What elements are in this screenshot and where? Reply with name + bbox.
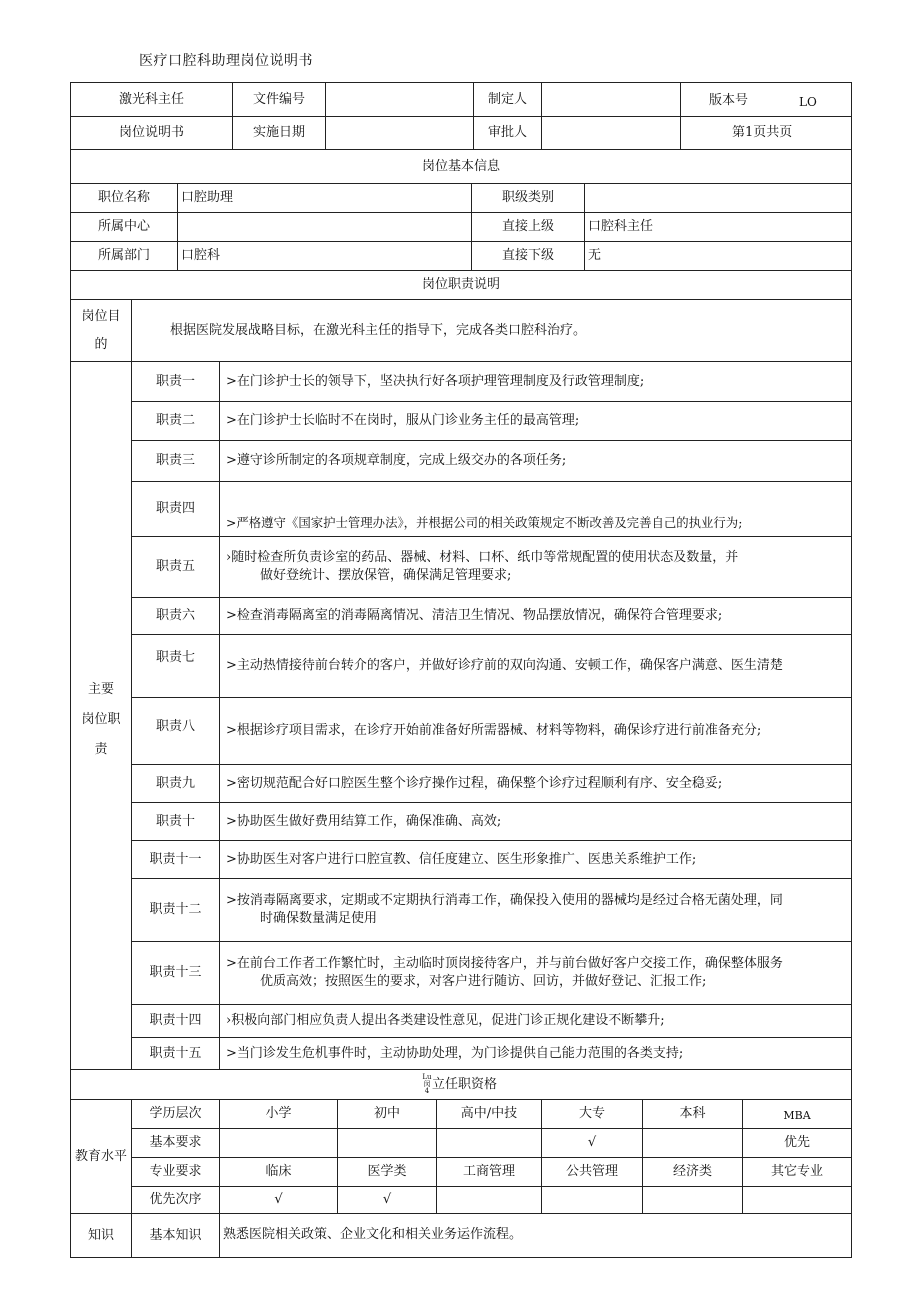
superior-label: 直接上级 (472, 213, 585, 242)
author-label: 制定人 (474, 83, 542, 117)
duty-text: >检查消毒隔离室的消毒隔离情况、清洁卫生情况、物品摆放情况，确保符合管理要求; (220, 598, 852, 635)
duty-label: 职责三 (132, 441, 220, 482)
knowledge-label: 知识 (71, 1214, 132, 1258)
basic-req-cell: 优先 (743, 1129, 852, 1158)
subordinate-value: 无 (585, 242, 852, 271)
approver-label: 审批人 (474, 117, 542, 150)
approver-value (542, 117, 681, 150)
basic-req-cell (338, 1129, 437, 1158)
edu-level: 小学 (220, 1100, 338, 1129)
education-label: 教育水平 (71, 1100, 132, 1214)
version-cell (681, 83, 852, 117)
job-description-sheet (70, 82, 851, 1258)
duty-text: >协助医生对客户进行口腔宣教、信任度建立、医生形象推广、医患关系维护工作; (220, 841, 852, 879)
purpose-label-b: 的 (94, 336, 108, 352)
duty-text: >协助医生做好费用结算工作，确保准确、高效; (220, 803, 852, 841)
duty-label: 职责五 (132, 537, 220, 598)
edu-level: 本科 (643, 1100, 743, 1129)
job-title-line2: 岗位说明书 (71, 117, 233, 150)
document-title: 医疗口腔科助理岗位说明书 (139, 53, 313, 69)
superior-value: 口腔科主任 (585, 213, 852, 242)
basic-req-cell (437, 1129, 542, 1158)
priority-cell (643, 1187, 743, 1214)
basic-knowledge-label: 基本知识 (132, 1214, 220, 1258)
priority-cell (542, 1187, 643, 1214)
duty-text: >在门诊护士长的领导下，坚决执行好各项护理管理制度及行政管理制度; (220, 362, 852, 402)
main-label-b: 岗位职 (81, 711, 121, 727)
duty-label: 职责六 (132, 598, 220, 635)
major-cell: 其它专业 (743, 1158, 852, 1187)
edu-level: MBA (743, 1100, 852, 1129)
page-info: 第1页共页 (681, 117, 852, 150)
qualifications-table (70, 1069, 852, 1258)
basic-req-cell: √ (542, 1129, 643, 1158)
major-cell: 公共管理 (542, 1158, 643, 1187)
subordinate-label: 直接下级 (472, 242, 585, 271)
major-cell: 临床 (220, 1158, 338, 1187)
duty-label: 职责十五 (132, 1038, 220, 1070)
duty-text: >根据诊疗项目需求，在诊疗开始前准备好所需器械、材料等物料，确保诊疗进行前准备充分; (220, 698, 852, 765)
edu-level: 初中 (338, 1100, 437, 1129)
edu-level: 高中/中技 (437, 1100, 542, 1129)
center-value (178, 213, 472, 242)
duty-text-multiline (220, 879, 852, 942)
duty-text-line2: 时确保数量满足使用 (260, 911, 378, 926)
edu-level-label: 学历层次 (132, 1100, 220, 1129)
purpose-label (71, 300, 132, 362)
priority-cell: √ (338, 1187, 437, 1214)
priority-cell (437, 1187, 542, 1214)
major-cell: 医学类 (338, 1158, 437, 1187)
department-label: 所属部门 (71, 242, 178, 271)
grade-value (585, 184, 852, 213)
major-cell: 经济类 (643, 1158, 743, 1187)
effective-date-value (326, 117, 474, 150)
duty-text-multiline (220, 942, 852, 1005)
duty-label: 职责一 (132, 362, 220, 402)
duty-text: >严格遵守《国家护士管理办法》，并根据公司的相关政策规定不断改善及完善自己的执业行为; (220, 482, 852, 537)
basic-req-cell (643, 1129, 743, 1158)
position-name-label: 职位名称 (71, 184, 178, 213)
duty-label: 职责十 (132, 803, 220, 841)
qualifications-title-cell (71, 1070, 852, 1100)
grade-label: 职级类别 (472, 184, 585, 213)
main-label-a: 主要 (87, 681, 114, 697)
qualifications-title: 立任职资格 (432, 1077, 498, 1092)
duty-text: >当门诊发生危机事件时，主动协助处理，为门诊提供自己能力范围的各类支持; (220, 1038, 852, 1070)
position-name-value: 口腔助理 (178, 184, 472, 213)
basic-knowledge-text: 熟悉医院相关政策、企业文化和相关业务运作流程。 (220, 1214, 852, 1258)
center-label: 所属中心 (71, 213, 178, 242)
version-label: 版本号 (709, 93, 749, 108)
duty-label: 职责十三 (132, 942, 220, 1005)
main-label-c: 责 (94, 741, 108, 757)
main-duties-label (71, 362, 132, 1070)
basic-info-table (70, 149, 852, 271)
purpose-label-a: 岗位目 (81, 308, 121, 324)
doc-no-label: 文件编号 (233, 83, 326, 117)
effective-date-label: 实施日期 (233, 117, 326, 150)
priority-label: 优先次序 (132, 1187, 220, 1214)
department-value: 口腔科 (178, 242, 472, 271)
basic-req-label: 基本要求 (132, 1129, 220, 1158)
job-title-line1: 激光科主任 (71, 83, 233, 117)
duty-label: 职责十四 (132, 1005, 220, 1038)
edu-level: 大专 (542, 1100, 643, 1129)
duty-label: 职责十二 (132, 879, 220, 942)
major-cell: 工商管理 (437, 1158, 542, 1187)
duty-text: >在门诊护士长临时不在岗时，服从门诊业务主任的最高管理; (220, 402, 852, 441)
duty-text-multiline (220, 537, 852, 598)
doc-no-value (326, 83, 474, 117)
duty-text: ›积极向部门相应负责人提出各类建设性意见，促进门诊正规化建设不断攀升; (220, 1005, 852, 1038)
qualifications-title-prefix (422, 1074, 432, 1095)
duty-label: 职责二 (132, 402, 220, 441)
duty-text-line1: >在前台工作者工作繁忙时，主动临时顶岗接待客户，并与前台做好客户交接工作，确保整体服务 (226, 956, 783, 972)
qualifications-prefix-top: Lu (422, 1073, 432, 1081)
duty-text: >遵守诊所制定的各项规章制度，完成上级交办的各项任务; (220, 441, 852, 482)
duty-text: >密切规范配合好口腔医生整个诊疗操作过程，确保整个诊疗过程顺利有序、安全稳妥; (220, 765, 852, 803)
header-table (70, 82, 852, 150)
priority-cell: √ (220, 1187, 338, 1214)
duty-text-line1: ›随时检查所负责诊室的药品、器械、材料、口杯、纸巾等常规配置的使用状态及数量，并 (226, 550, 739, 566)
duty-label: 职责四 (132, 482, 220, 537)
duty-label: 职责十一 (132, 841, 220, 879)
duty-text-line2: 做好登统计、摆放保管，确保满足管理要求; (260, 568, 512, 583)
qualifications-prefix-bottom: 闵4 (423, 1080, 431, 1095)
major-label: 专业要求 (132, 1158, 220, 1187)
duty-label: 职责七 (132, 635, 220, 698)
basic-info-title: 岗位基本信息 (71, 150, 852, 184)
priority-cell (743, 1187, 852, 1214)
duties-table (70, 270, 852, 1070)
duty-label: 职责八 (132, 698, 220, 765)
basic-req-cell (220, 1129, 338, 1158)
duties-title: 岗位职责说明 (71, 271, 852, 300)
duty-text: >主动热情接待前台转介的客户，并做好诊疗前的双向沟通、安顿工作，确保客户满意、医生清楚 (220, 635, 852, 698)
duty-text-line2: 优质高效；按照医生的要求，对客户进行随访、回访，并做好登记、汇报工作; (260, 974, 707, 989)
duty-label: 职责九 (132, 765, 220, 803)
duty-text-line1: >按消毒隔离要求，定期或不定期执行消毒工作，确保投入使用的器械均是经过合格无菌处理，同 (226, 893, 783, 909)
version-value: LO (799, 95, 817, 109)
purpose-text: 根据医院发展战略目标，在激光科主任的指导下，完成各类口腔科治疗。 (132, 300, 852, 362)
author-value (542, 83, 681, 117)
